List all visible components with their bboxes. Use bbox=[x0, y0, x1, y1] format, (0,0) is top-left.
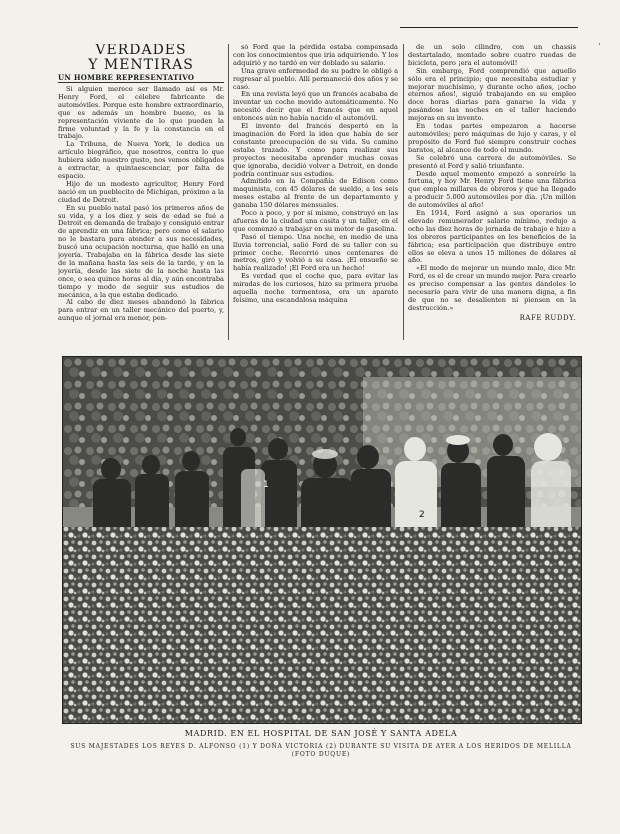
article-column-3 bbox=[408, 44, 576, 354]
article-paragraph: Poco a poco, y por sí mismo, construyó en las afueras de la ciudad una casita y un taller, en el que comenzó a trabajar en su motor de gasolina. bbox=[233, 209, 398, 233]
article-paragraph: Al cabo de diez meses abandonó la fábrica para entrar en un taller mecánico del puerto, y, aunque el jornal era menor, pen- bbox=[58, 298, 224, 323]
article-subtitle: UN HOMBRE REPRESENTATIVO bbox=[58, 74, 224, 83]
article-paragraph: En 1914, Ford asignó a sus operarios un elevado remunerador salario mínimo, redujo a ocho las diez horas de jornada de trabajo e hizo a los obreros participantes en los beneficios de la fábrica; esa participación que distribuye entre ellos se eleva a unos 15 millones de dólares al año. bbox=[408, 209, 576, 265]
article-paragraph: La Tribuna, de Nueva York, le dedica un artículo biográfico, que nosotros, contra lo que hubiera sido nuestro gusto, nos vemos obligados a extractar, a quintaescenciar, por falta de espacio. bbox=[58, 140, 224, 180]
column-divider-2 bbox=[403, 44, 404, 340]
article-paragraph: El invento del francés despertó en la imaginación de Ford la idea que había de ser constante preocupación de su vida. Su camino estaba trazado. Y como para realizar sus proyectos necesitaba aprender muchas cosas que ignoraba, decidió volver a Detroit, en donde podría continuar sus estudios. bbox=[233, 122, 398, 178]
article-signature: RAFE RUDDY. bbox=[519, 313, 576, 322]
article-paragraph: «El modo de mejorar un mundo malo, dice Mr. Ford, es el de crear un mundo mejor. Para crearlo es preciso compensar a las gentes dándoles lo necesario para vivir de una manera digna, a fin de que no se desalienten ni piensen en la destrucción.» bbox=[408, 264, 576, 312]
article-paragraph: En su pueblo natal pasó los primeros años de su vida, y a los diez y seis de edad se fué a Detroit en demanda de trabajo y consiguió entrar de aprendiz en una fábrica; pero como el salario no le bastara para atender a sus necesidades, buscó una ocupación nocturna, que halló en una joyería. Trabajaba en la fábrica desde las siete de la mañana hasta las seis de la tarde, y en la joyería, desde las siete de la noche hasta las once, o sea quince horas al día, y aún encontraba tiempo y modo de seguir sus estudios de mecánica, a la que estaba dedicado. bbox=[58, 203, 224, 299]
col3-paragraphs bbox=[408, 44, 576, 313]
news-photograph bbox=[62, 356, 582, 724]
column-divider-1 bbox=[228, 44, 229, 340]
article-paragraph: de un solo cilindro, con un chassis destartalado, montado sobre cuatro ruedas de bicicleta, pero ¡era el automóvil! bbox=[408, 44, 576, 67]
photo-label-2: 2 bbox=[419, 510, 425, 520]
margin-mark: · bbox=[598, 40, 601, 50]
top-rule bbox=[400, 27, 578, 28]
col1-paragraphs bbox=[58, 86, 224, 323]
article-paragraph: Una grave enfermedad de su padre le obligó a regresar al pueblo. Allí permaneció dos años y se casó. bbox=[233, 66, 398, 91]
photo-subcaption bbox=[62, 743, 580, 759]
article-paragraph: Desde aquel momento empezó a sonreírle la fortuna, y hoy Mr. Henry Ford tiene una fábrica que emplea millares de obreros y que ha llegado a producir 5.000 automóviles por día. ¡Un millón de automóviles al año! bbox=[408, 169, 576, 210]
photo-label-1: 1 bbox=[263, 480, 269, 490]
article-paragraph: Admitido en la Compañía de Edison como maquinista, con 45 dólares de sueldo, a los seis meses estaba al frente de un departamento y ganaba 150 dólares mensuales. bbox=[233, 177, 398, 210]
article-paragraph: En todas partes empezaron a hacerse automóviles; pero máquinas de lujo y caras, y el propósito de Ford fué siempre construir coches baratos, al alcance de todo el mundo. bbox=[408, 122, 576, 154]
photo-subcaption-line-1: SUS MAJESTADES LOS REYES D. ALFONSO (1) Y DOÑA VICTORIA (2) DURANTE SU VISITA DE AYER A LOS HERIDOS DE MELILLA bbox=[70, 743, 572, 750]
photo-caption: MADRID. EN EL HOSPITAL DE SAN JOSÉ Y SANTA ADELA bbox=[184, 729, 458, 738]
article-paragraph: En una revista leyó que un francés acababa de inventar un coche movido automáticamente. No necesitó decir que el francés que en aquel entonces aún no había nacido el automóvil. bbox=[233, 90, 398, 123]
article-column-2 bbox=[233, 44, 398, 340]
article-paragraph: Hijo de un modesto agricultor, Henry Ford nació en un pueblecito de Michigan, próximo a la ciudad de Detroit. bbox=[58, 179, 224, 204]
article-paragraph: Pasó el tiempo. Una noche, en medio de una lluvia torrencial, salió Ford de su taller con su primer coche. Recorrió unos centenares de metros, giró y volvió a su casa. ¡El ensueño se había realizado! ¡El Ford era un hecho! bbox=[233, 232, 398, 273]
article-paragraph: só Ford que la pérdida estaba compensada con los conocimientos que iría adquiriendo. Y los adquirió y no tardó en ver doblado su salario. bbox=[233, 44, 398, 67]
article-paragraph: Es verdad que el coche que, para evitar las miradas de los curiosos, hizo su primera prueba aquella noche tormentosa, era un aparato feísimo, una escandalosa máquina bbox=[233, 272, 398, 304]
article-paragraph: Sin embargo, Ford comprendió que aquello sólo era el principio; que necesitaba estudiar y mejorar muchísimo, y durante ocho años, ¡ocho eternos años!, siguió trabajando en su empleo doce horas diarias para ganarse la vida y pasándose las noches en el taller haciendo mejoras en su invento. bbox=[408, 66, 576, 123]
article-paragraph: Se celebró una carrera de automóviles. Se presentó el Ford y salió triunfante. bbox=[408, 153, 576, 170]
photo-credit: (FOTO DUQUE) bbox=[291, 751, 351, 758]
article-column-1 bbox=[58, 44, 224, 340]
article-title-line-2: Y MENTIRAS bbox=[88, 57, 194, 73]
col2-paragraphs bbox=[233, 44, 398, 305]
article-paragraph: Si alguien merece ser llamado así es Mr. Henry Ford, el célebre fabricante de automóviles. Porque este hombre extraordinario, que es además un hombre bueno, es la representación viviente de lo que pueden la firme voluntad y la fe y la constancia en el trabajo. bbox=[58, 85, 224, 141]
article-title-line-1: VERDADES bbox=[95, 44, 187, 58]
